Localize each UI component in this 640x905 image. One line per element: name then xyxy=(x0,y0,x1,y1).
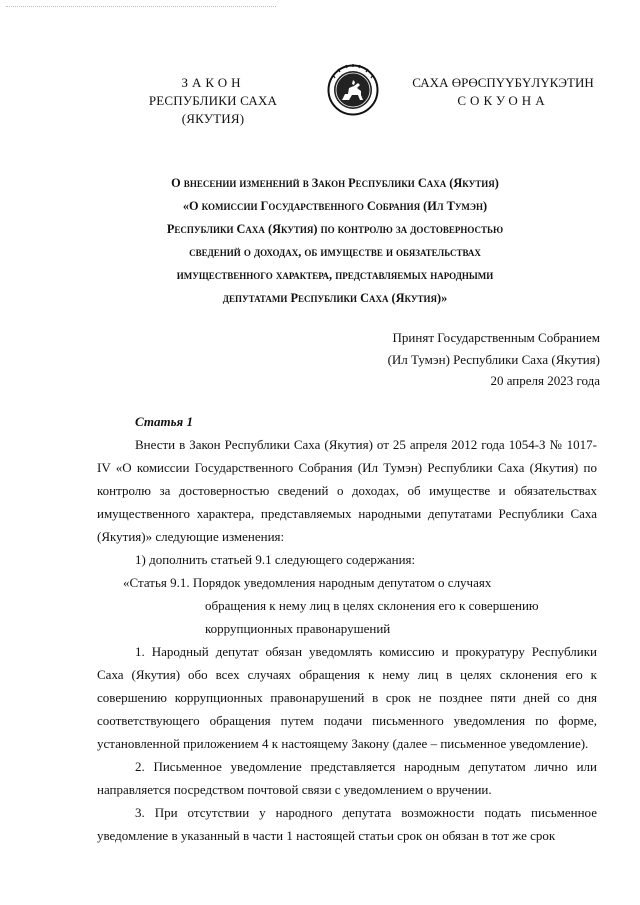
title-line: сведений о доходах, об имуществе и обязательствах xyxy=(189,245,481,259)
header-left xyxy=(118,74,308,128)
statute-heading-line2: обращения к нему лиц в целях склонения его к совершению xyxy=(205,598,539,613)
title-line: «О комиссии Государственного Собрания (Ил Тумэн) xyxy=(182,199,488,213)
coat-of-arms-icon xyxy=(327,64,379,116)
statute-heading-line1: «Статья 9.1. Порядок уведомления народным депутатом о случаях xyxy=(123,575,492,590)
scan-artifact-line xyxy=(6,6,276,9)
header-right-line2: СОКУОНА xyxy=(457,93,549,108)
header-right-line1: САХА ӨРӨСПҮҮБҮЛҮКЭТИН xyxy=(412,75,594,90)
title-line: Республики Саха (Якутия) по контролю за достоверностью xyxy=(166,222,504,236)
adoption-line: (Ил Тумэн) Республики Саха (Якутия) xyxy=(387,351,600,367)
law-body xyxy=(97,410,597,847)
title-line: имущественного характера, представляемых народными xyxy=(176,268,494,282)
adoption-line: Принят Государственным Собранием xyxy=(392,330,600,345)
paragraph-1: 1. Народный депутат обязан уведомлять комиссию и прокуратуру Республики Саха (Якутия) обо всех случаях обращения к нему лиц в целях склонения его к совершению коррупционных правонарушений в срок не позднее пяти дней со дня соответствующего обращения путем подачи письменного уведомления по форме, установленной приложением 4 к настоящему Закону (далее – письменное уведомление). xyxy=(97,644,597,751)
adoption-date: 20 апреля 2023 года xyxy=(490,373,600,388)
statute-heading-line3: коррупционных правонарушений xyxy=(205,621,391,636)
intro-paragraph: Внести в Закон Республики Саха (Якутия) от 25 апреля 2012 года 1054-З № 1017-IV «О комиссии Государственного Собрания (Ил Тумэн) Республики Саха (Якутия) по контролю за достоверностью сведений о доходах, об имуществе и обязательствах имущественного характера, представляемых народными депутатами Республики Саха (Якутия)» следующие изменения: xyxy=(97,437,597,544)
paragraph-2: 2. Письменное уведомление представляется народным депутатом лично или направляется посредством почтовой связи с уведомлением о вручении. xyxy=(97,759,597,797)
header-left-line2: РЕСПУБЛИКИ САХА (ЯКУТИЯ) xyxy=(148,93,278,126)
adoption-note xyxy=(388,327,600,392)
amendment-item-1: 1) дополнить статьей 9.1 следующего содержания: xyxy=(135,552,416,567)
title-line: О внесении изменений в Закон Республики Саха (Якутия) xyxy=(171,176,499,190)
header-left-line1: ЗАКОН xyxy=(181,75,245,90)
title-line: депутатами Республики Саха (Якутия)» xyxy=(222,291,448,305)
paragraph-3: 3. При отсутствии у народного депутата возможности подать письменное уведомление в указанный в части 1 настоящей статьи срок он обязан в тот же срок xyxy=(97,805,597,843)
statute-heading xyxy=(97,571,597,640)
header-right xyxy=(398,74,608,110)
law-title xyxy=(130,172,540,310)
article-title: Статья 1 xyxy=(135,414,193,429)
